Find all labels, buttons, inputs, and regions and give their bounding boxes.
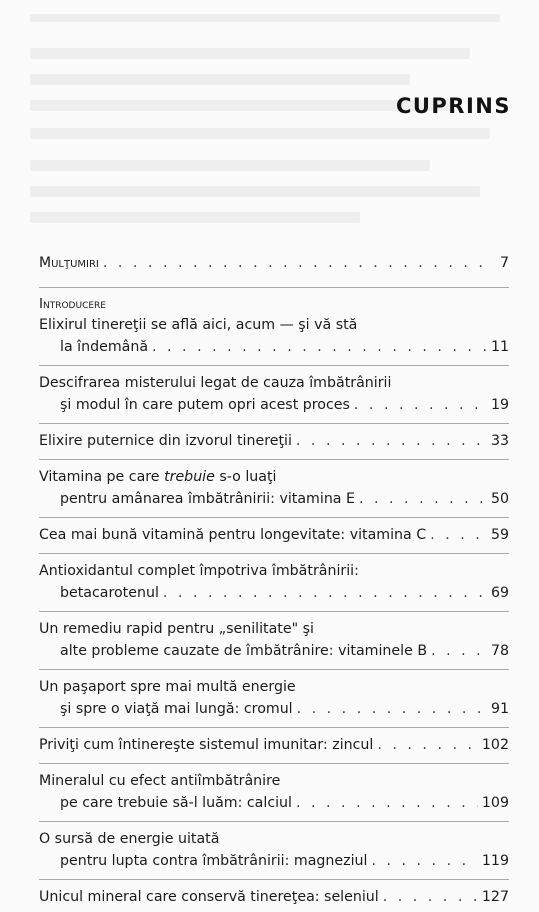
leader-dots [152,336,487,358]
divider [39,879,509,880]
toc-page-number: 19 [490,397,509,413]
toc-page-number: 102 [481,737,509,753]
toc-entry-title-cont: pe care trebuie să-l luăm: calciul [60,795,292,811]
leader-dots [383,886,478,908]
divider [39,423,509,424]
toc-entry-title-cont: pentru amânarea îmbătrânirii: vitamina E [60,491,355,507]
toc-page-number: 7 [499,255,509,271]
leader-dots [377,734,478,756]
leader-dots [354,394,487,416]
toc-entry-label: Mulţumiri [39,255,99,271]
divider [39,611,509,612]
toc-entry-title: Unicul mineral care conservă tinereţea: seleniul [39,889,379,905]
table-of-contents [39,252,509,912]
toc-entry-title: Priviţi cum întinereşte sistemul imunitar: zincul [39,737,374,753]
divider [39,669,509,670]
toc-entry-title: Descifrarea misterului legat de cauza îmbătrânirii [39,375,392,391]
toc-entry[interactable] [39,676,509,724]
divider [39,553,509,554]
toc-page-number: 50 [490,491,509,507]
toc-page-number: 119 [481,853,509,869]
leader-dots [431,640,487,662]
leader-dots [430,524,487,546]
divider [39,763,509,764]
divider [39,821,509,822]
page-title: CUPRINS [395,94,511,118]
leader-dots [296,430,487,452]
leader-dots [359,488,487,510]
divider [39,727,509,728]
toc-entry-title: Elixire puternice din izvorul tinereţii [39,433,292,449]
toc-entry-title: Cea mai bună vitamină pentru longevitate: vitamina C [39,527,427,543]
toc-page-number: 78 [490,643,509,659]
toc-page-number: 127 [481,889,509,905]
toc-entry-title: Elixirul tinereţii se află aici, acum — şi vă stă [39,317,358,333]
divider [39,287,509,288]
toc-entry[interactable] [39,560,509,608]
title-text: s-o luaţi [214,469,277,485]
toc-entry-title-cont: la îndemână [60,339,149,355]
toc-entry-title: Un remediu rapid pentru „senilitate" şi [39,621,314,637]
toc-entry-title: Antioxidantul complet împotriva îmbătrânirii: [39,563,359,579]
toc-entry[interactable] [39,886,509,912]
divider [39,517,509,518]
leader-dots [297,698,487,720]
leader-dots [163,582,487,604]
toc-page-number: 33 [490,433,509,449]
toc-page-number: 109 [481,795,509,811]
title-text: Vitamina pe care [39,469,165,485]
toc-page-number: 69 [490,585,509,601]
toc-page-number: 11 [490,339,509,355]
section-heading-intro: Introducere [39,296,106,312]
toc-entry[interactable] [39,618,509,666]
divider [39,365,509,366]
toc-entry[interactable] [39,524,509,550]
toc-entry-title: Mineralul cu efect antiîmbătrânire [39,773,281,789]
toc-entry-title: O sursă de energie uitată [39,831,220,847]
toc-entry[interactable] [39,734,509,760]
toc-entry[interactable] [39,828,509,876]
divider [39,459,509,460]
leader-dots [296,792,478,814]
leader-dots [103,252,491,274]
toc-entry-title: Un paşaport spre mai multă energie [39,679,296,695]
toc-entry-title [39,466,276,488]
toc-entry-title-cont: şi spre o viaţă mai lungă: cromul [60,701,293,717]
toc-entry-title-cont: pentru lupta contra îmbătrânirii: magneziul [60,853,368,869]
toc-entry[interactable] [39,466,509,514]
toc-entry-acknowledgements[interactable] [39,252,509,278]
toc-entry-title-cont: şi modul în care putem opri acest proces [60,397,350,413]
toc-page-number: 59 [490,527,509,543]
title-emphasis: trebuie [164,469,215,485]
toc-entry-title-cont: alte probleme cauzate de îmbătrânire: vitaminele B [60,643,428,659]
toc-entry[interactable] [39,372,509,420]
toc-page-number: 91 [490,701,509,717]
toc-entry[interactable] [39,314,509,362]
toc-entry-title-cont: betacarotenul [60,585,159,601]
leader-dots [371,850,477,872]
toc-entry[interactable] [39,770,509,818]
toc-entry[interactable] [39,430,509,456]
